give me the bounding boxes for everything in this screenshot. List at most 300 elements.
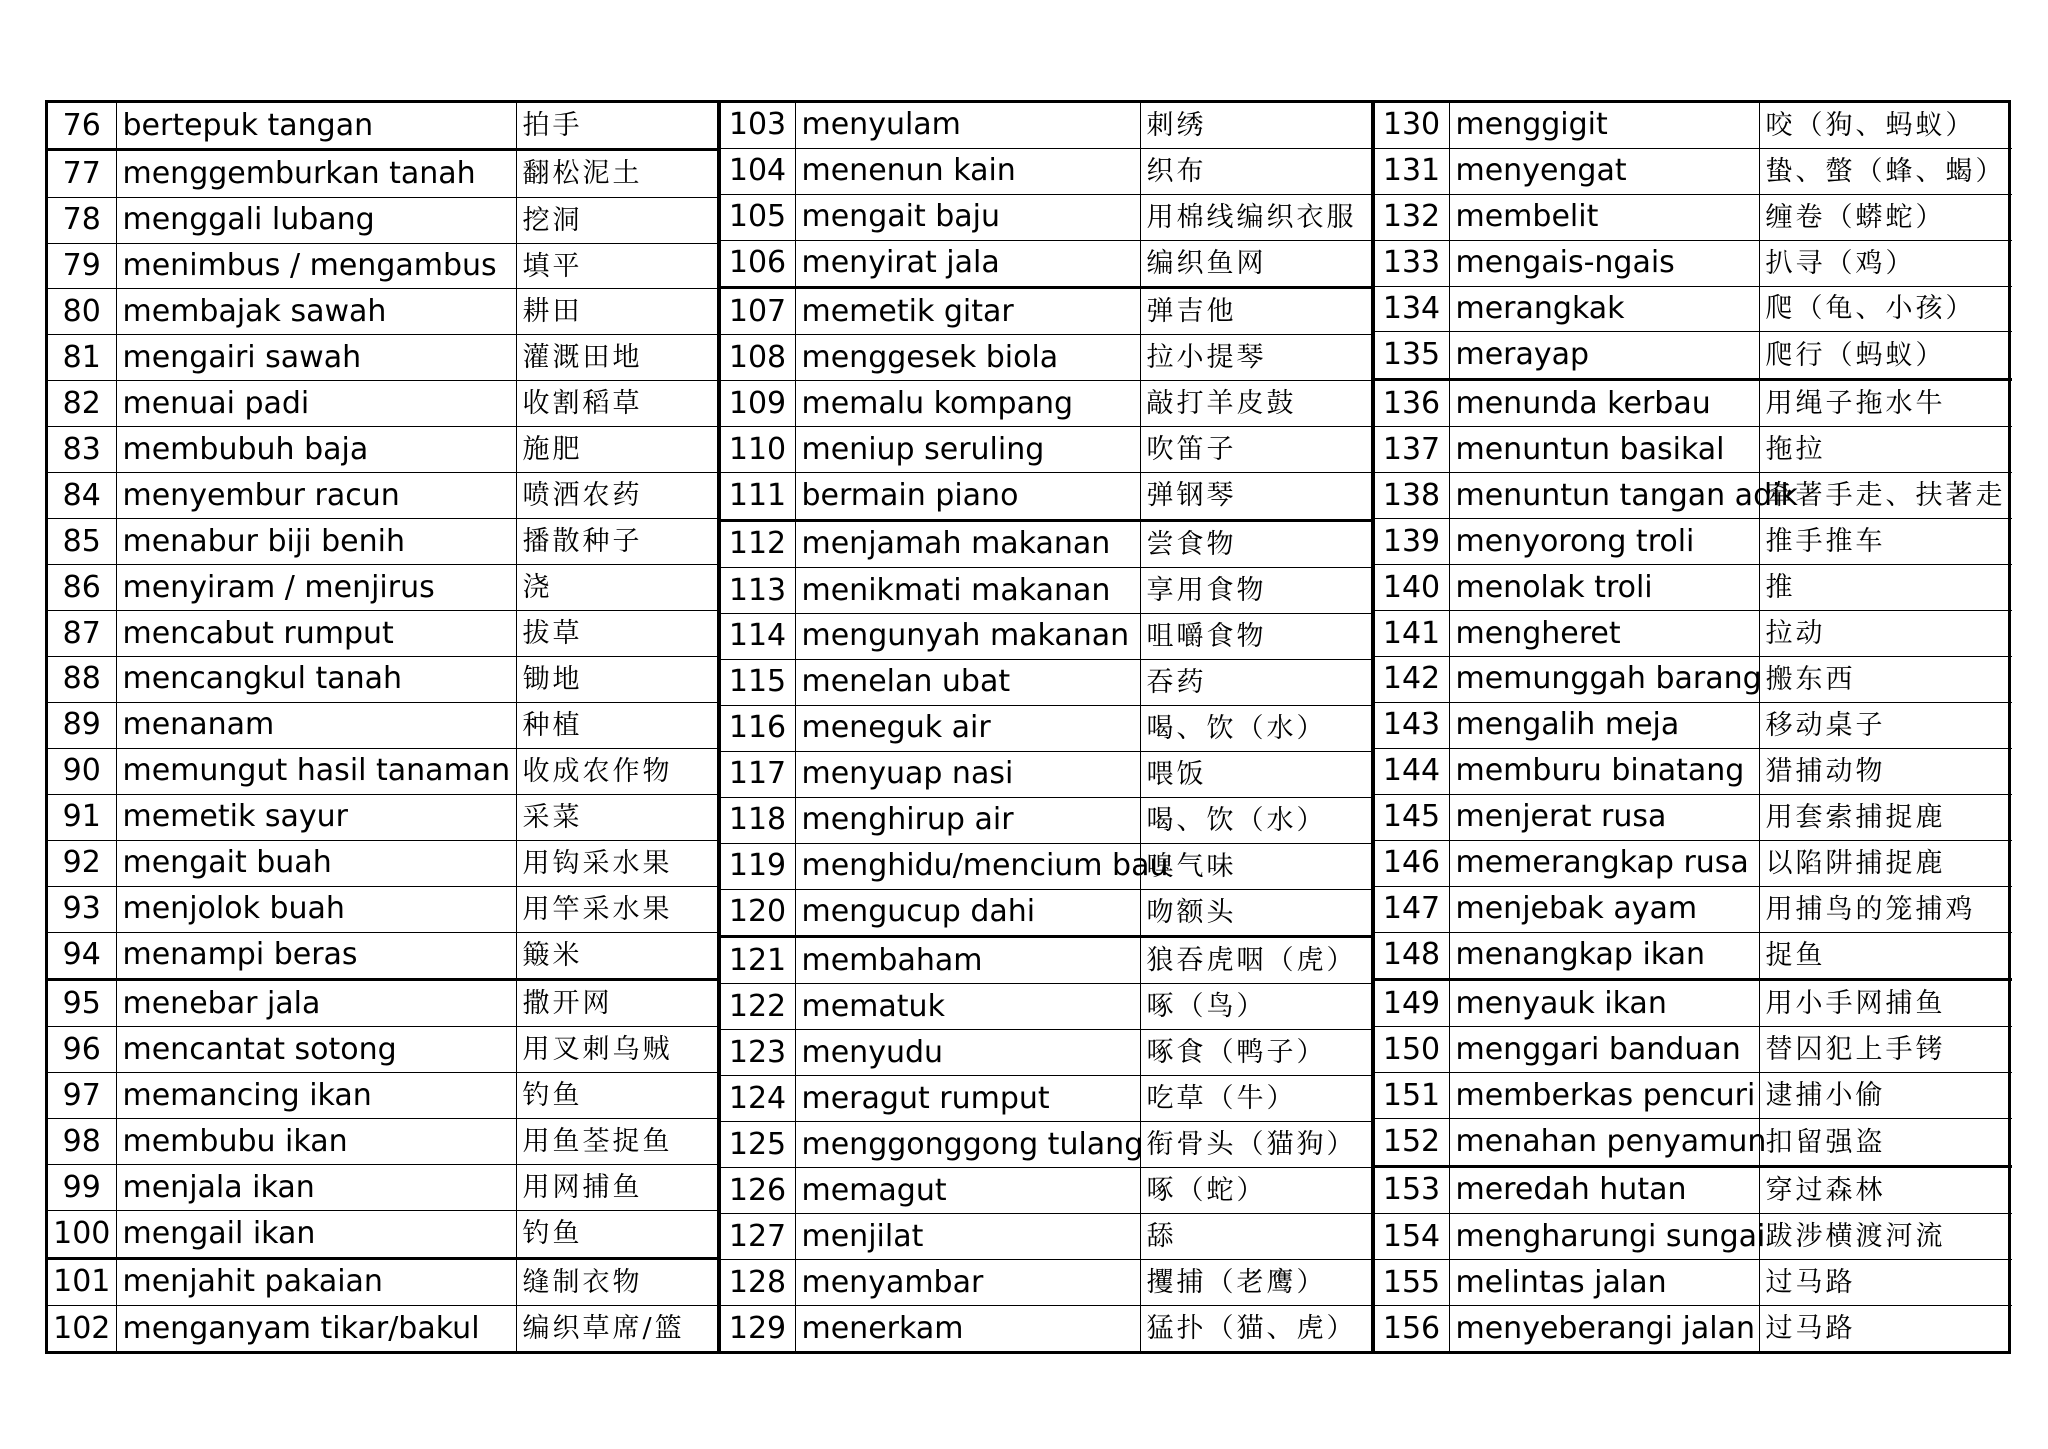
vocab-row: [48, 1258, 718, 1305]
chinese-translation: 推手推车: [1759, 519, 2012, 565]
malay-term: mengharungi sungai: [1449, 1214, 1759, 1260]
vocab-row: [720, 473, 1372, 520]
entry-number: 77: [48, 150, 116, 197]
chinese-translation: 尝食物: [1140, 520, 1372, 567]
malay-term: menuntun basikal: [1449, 427, 1759, 473]
vocab-row: [720, 427, 1372, 473]
malay-term: menyiram / menjirus: [116, 565, 516, 611]
chinese-translation: 拉动: [1759, 611, 2012, 657]
chinese-translation: 啄食（鸭子）: [1140, 1030, 1372, 1076]
malay-term: membubu ikan: [116, 1119, 516, 1165]
malay-term: menimbus / mengambus: [116, 243, 516, 289]
malay-term: menggari banduan: [1449, 1027, 1759, 1073]
entry-number: 148: [1374, 932, 1449, 979]
vocab-row: [720, 148, 1372, 194]
vocab-row: [720, 568, 1372, 614]
entry-number: 153: [1374, 1166, 1449, 1213]
malay-term: menganyam tikar/bakul: [116, 1306, 516, 1351]
vocab-row: [1374, 427, 2012, 473]
entry-number: 133: [1374, 240, 1449, 286]
malay-term: menjilat: [795, 1214, 1140, 1260]
vocab-row: [1374, 1119, 2012, 1166]
vocab-row: [48, 150, 718, 197]
entry-number: 85: [48, 519, 116, 565]
chinese-translation: 以陷阱捕捉鹿: [1759, 840, 2012, 886]
vocab-row: [1374, 886, 2012, 932]
entry-number: 135: [1374, 332, 1449, 379]
vocab-row: [48, 1027, 718, 1073]
malay-term: menabur biji benih: [116, 519, 516, 565]
entry-number: 111: [720, 473, 795, 520]
vocab-row: [720, 1122, 1372, 1168]
entry-number: 126: [720, 1168, 795, 1214]
chinese-translation: 种植: [516, 702, 718, 748]
entry-number: 103: [720, 103, 795, 148]
entry-number: 97: [48, 1073, 116, 1119]
vocab-column-3: [1374, 103, 2013, 1351]
chinese-translation: 享用食物: [1140, 568, 1372, 614]
entry-number: 78: [48, 197, 116, 243]
malay-term: menghidu/mencium bau: [795, 843, 1140, 889]
chinese-translation: 喝、饮（水）: [1140, 705, 1372, 751]
malay-term: merayap: [1449, 332, 1759, 379]
entry-number: 90: [48, 748, 116, 794]
entry-number: 130: [1374, 103, 1449, 148]
vocab-row: [1374, 702, 2012, 748]
entry-number: 113: [720, 568, 795, 614]
chinese-translation: 扣留强盗: [1759, 1119, 2012, 1166]
malay-term: merangkak: [1449, 286, 1759, 332]
vocab-row: [1374, 794, 2012, 840]
chinese-translation: 用绳子拖水牛: [1759, 379, 2012, 426]
vocab-row: [1374, 980, 2012, 1027]
entry-number: 140: [1374, 565, 1449, 611]
malay-term: menggonggong tulang: [795, 1122, 1140, 1168]
malay-term: membaham: [795, 937, 1140, 984]
chinese-translation: 用棉线编织衣服: [1140, 194, 1372, 240]
entry-number: 141: [1374, 611, 1449, 657]
chinese-translation: 用小手网捕鱼: [1759, 980, 2012, 1027]
entry-number: 114: [720, 614, 795, 660]
chinese-translation: 逮捕小偷: [1759, 1073, 2012, 1119]
vocab-row: [720, 659, 1372, 705]
malay-term: mengais-ngais: [1449, 240, 1759, 286]
malay-term: meragut rumput: [795, 1076, 1140, 1122]
malay-term: mengunyah makanan: [795, 614, 1140, 660]
malay-term: melintas jalan: [1449, 1260, 1759, 1306]
vocab-row: [720, 520, 1372, 567]
chinese-translation: 拖拉: [1759, 427, 2012, 473]
entry-number: 109: [720, 381, 795, 427]
entry-number: 81: [48, 335, 116, 381]
malay-term: mengait buah: [116, 840, 516, 886]
entry-number: 116: [720, 705, 795, 751]
chinese-translation: 衔骨头（猫狗）: [1140, 1122, 1372, 1168]
entry-number: 108: [720, 335, 795, 381]
vocab-row: [1374, 611, 2012, 657]
malay-term: mengheret: [1449, 611, 1759, 657]
vocab-row: [1374, 656, 2012, 702]
vocab-row: [720, 1076, 1372, 1122]
entry-number: 82: [48, 381, 116, 427]
entry-number: 105: [720, 194, 795, 240]
malay-term: bermain piano: [795, 473, 1140, 520]
malay-term: mengail ikan: [116, 1211, 516, 1258]
entry-number: 139: [1374, 519, 1449, 565]
vocab-row: [720, 797, 1372, 843]
malay-term: mencabut rumput: [116, 611, 516, 657]
vocab-row: [720, 240, 1372, 287]
malay-term: menyuap nasi: [795, 751, 1140, 797]
vocab-row: [48, 473, 718, 519]
malay-term: menikmati makanan: [795, 568, 1140, 614]
chinese-translation: 嗅气味: [1140, 843, 1372, 889]
entry-number: 98: [48, 1119, 116, 1165]
malay-term: membelit: [1449, 194, 1759, 240]
vocab-row: [1374, 1073, 2012, 1119]
chinese-translation: 攫捕（老鹰）: [1140, 1260, 1372, 1306]
entry-number: 142: [1374, 656, 1449, 702]
chinese-translation: 用钩采水果: [516, 840, 718, 886]
chinese-translation: 替囚犯上手铐: [1759, 1027, 2012, 1073]
malay-term: menampi beras: [116, 932, 516, 979]
vocab-row: [1374, 565, 2012, 611]
vocab-row: [48, 1306, 718, 1351]
vocab-row: [1374, 840, 2012, 886]
malay-term: menjebak ayam: [1449, 886, 1759, 932]
vocab-column-1: [48, 103, 720, 1351]
malay-term: memerangkap rusa: [1449, 840, 1759, 886]
malay-term: menyirat jala: [795, 240, 1140, 287]
malay-term: menyauk ikan: [1449, 980, 1759, 1027]
entry-number: 125: [720, 1122, 795, 1168]
chinese-translation: 缠卷（蟒蛇）: [1759, 194, 2012, 240]
chinese-translation: 敲打羊皮鼓: [1140, 381, 1372, 427]
chinese-translation: 蛰、螫（蜂、蝎）: [1759, 148, 2012, 194]
vocabulary-table: [45, 100, 2011, 1354]
malay-term: menjolok buah: [116, 886, 516, 932]
vocab-row: [48, 335, 718, 381]
malay-term: menanam: [116, 702, 516, 748]
chinese-translation: 咬（狗、蚂蚁）: [1759, 103, 2012, 148]
vocab-row: [720, 984, 1372, 1030]
chinese-translation: 牵著手走、扶著走: [1759, 473, 2012, 519]
entry-number: 89: [48, 702, 116, 748]
chinese-translation: 弹钢琴: [1140, 473, 1372, 520]
malay-term: memalu kompang: [795, 381, 1140, 427]
vocab-row: [1374, 473, 2012, 519]
entry-number: 156: [1374, 1306, 1449, 1351]
entry-number: 107: [720, 288, 795, 335]
vocab-row: [1374, 240, 2012, 286]
entry-number: 86: [48, 565, 116, 611]
malay-term: menahan penyamun: [1449, 1119, 1759, 1166]
malay-term: menggesek biola: [795, 335, 1140, 381]
chinese-translation: 扒寻（鸡）: [1759, 240, 2012, 286]
malay-term: menjerat rusa: [1449, 794, 1759, 840]
vocab-row: [1374, 286, 2012, 332]
entry-number: 122: [720, 984, 795, 1030]
vocab-row: [720, 194, 1372, 240]
chinese-translation: 刺绣: [1140, 103, 1372, 148]
malay-term: menjahit pakaian: [116, 1258, 516, 1305]
vocab-row: [720, 705, 1372, 751]
entry-number: 110: [720, 427, 795, 473]
entry-number: 154: [1374, 1214, 1449, 1260]
chinese-translation: 狼吞虎咽（虎）: [1140, 937, 1372, 984]
chinese-translation: 缝制衣物: [516, 1258, 718, 1305]
chinese-translation: 猛扑（猫、虎）: [1140, 1306, 1372, 1351]
chinese-translation: 啄（鸟）: [1140, 984, 1372, 1030]
entry-number: 120: [720, 889, 795, 936]
malay-term: menebar jala: [116, 980, 516, 1027]
entry-number: 84: [48, 473, 116, 519]
chinese-translation: 舔: [1140, 1214, 1372, 1260]
vocab-row: [48, 427, 718, 473]
vocab-row: [48, 794, 718, 840]
entry-number: 99: [48, 1165, 116, 1211]
entry-number: 93: [48, 886, 116, 932]
chinese-translation: 猎捕动物: [1759, 748, 2012, 794]
chinese-translation: 啄（蛇）: [1140, 1168, 1372, 1214]
malay-term: menjamah makanan: [795, 520, 1140, 567]
entry-number: 138: [1374, 473, 1449, 519]
vocab-row: [1374, 103, 2012, 148]
vocab-row: [1374, 1166, 2012, 1213]
malay-term: menelan ubat: [795, 659, 1140, 705]
entry-number: 152: [1374, 1119, 1449, 1166]
entry-number: 123: [720, 1030, 795, 1076]
entry-number: 124: [720, 1076, 795, 1122]
chinese-translation: 弹吉他: [1140, 288, 1372, 335]
malay-term: mematuk: [795, 984, 1140, 1030]
chinese-translation: 喝、饮（水）: [1140, 797, 1372, 843]
entry-number: 128: [720, 1260, 795, 1306]
chinese-translation: 挖洞: [516, 197, 718, 243]
chinese-translation: 用套索捕捉鹿: [1759, 794, 2012, 840]
vocab-row: [48, 611, 718, 657]
malay-term: membajak sawah: [116, 289, 516, 335]
entry-number: 127: [720, 1214, 795, 1260]
malay-term: menolak troli: [1449, 565, 1759, 611]
malay-term: menjala ikan: [116, 1165, 516, 1211]
entry-number: 87: [48, 611, 116, 657]
entry-number: 146: [1374, 840, 1449, 886]
malay-term: memancing ikan: [116, 1073, 516, 1119]
vocab-row: [720, 288, 1372, 335]
vocab-row: [720, 1030, 1372, 1076]
chinese-translation: 咀嚼食物: [1140, 614, 1372, 660]
chinese-translation: 拔草: [516, 611, 718, 657]
chinese-translation: 喂饭: [1140, 751, 1372, 797]
entry-number: 119: [720, 843, 795, 889]
vocab-row: [48, 932, 718, 979]
chinese-translation: 浇: [516, 565, 718, 611]
entry-number: 76: [48, 103, 116, 150]
vocab-row: [720, 843, 1372, 889]
entry-number: 147: [1374, 886, 1449, 932]
entry-number: 118: [720, 797, 795, 843]
chinese-translation: 喷洒农药: [516, 473, 718, 519]
vocab-row: [1374, 194, 2012, 240]
entry-number: 100: [48, 1211, 116, 1258]
malay-term: menyorong troli: [1449, 519, 1759, 565]
chinese-translation: 吻额头: [1140, 889, 1372, 936]
malay-term: menggemburkan tanah: [116, 150, 516, 197]
vocab-row: [48, 565, 718, 611]
chinese-translation: 收割稻草: [516, 381, 718, 427]
malay-term: memetik sayur: [116, 794, 516, 840]
chinese-translation: 过马路: [1759, 1260, 2012, 1306]
chinese-translation: 用叉刺乌贼: [516, 1027, 718, 1073]
entry-number: 150: [1374, 1027, 1449, 1073]
vocab-row: [48, 519, 718, 565]
chinese-translation: 采菜: [516, 794, 718, 840]
malay-term: menyulam: [795, 103, 1140, 148]
entry-number: 121: [720, 937, 795, 984]
chinese-translation: 编织鱼网: [1140, 240, 1372, 287]
malay-term: memunggah barang: [1449, 656, 1759, 702]
malay-term: mencangkul tanah: [116, 656, 516, 702]
vocab-row: [48, 748, 718, 794]
chinese-translation: 拉小提琴: [1140, 335, 1372, 381]
chinese-translation: 耕田: [516, 289, 718, 335]
entry-number: 151: [1374, 1073, 1449, 1119]
chinese-translation: 推: [1759, 565, 2012, 611]
chinese-translation: 过马路: [1759, 1306, 2012, 1351]
chinese-translation: 织布: [1140, 148, 1372, 194]
chinese-translation: 爬（龟、小孩）: [1759, 286, 2012, 332]
vocab-row: [48, 381, 718, 427]
malay-term: bertepuk tangan: [116, 103, 516, 150]
chinese-translation: 收成农作物: [516, 748, 718, 794]
entry-number: 115: [720, 659, 795, 705]
entry-number: 112: [720, 520, 795, 567]
malay-term: menggigit: [1449, 103, 1759, 148]
entry-number: 101: [48, 1258, 116, 1305]
entry-number: 96: [48, 1027, 116, 1073]
entry-number: 149: [1374, 980, 1449, 1027]
malay-term: meniup seruling: [795, 427, 1140, 473]
chinese-translation: 施肥: [516, 427, 718, 473]
entry-number: 91: [48, 794, 116, 840]
malay-term: mengucup dahi: [795, 889, 1140, 936]
malay-term: mencantat sotong: [116, 1027, 516, 1073]
malay-term: menerkam: [795, 1306, 1140, 1351]
vocab-row: [48, 1073, 718, 1119]
malay-term: memetik gitar: [795, 288, 1140, 335]
vocab-row: [1374, 1027, 2012, 1073]
entry-number: 131: [1374, 148, 1449, 194]
vocab-row: [1374, 932, 2012, 979]
entry-number: 88: [48, 656, 116, 702]
vocab-row: [720, 1306, 1372, 1351]
chinese-translation: 搬东西: [1759, 656, 2012, 702]
entry-number: 80: [48, 289, 116, 335]
entry-number: 143: [1374, 702, 1449, 748]
chinese-translation: 用竿采水果: [516, 886, 718, 932]
entry-number: 94: [48, 932, 116, 979]
vocab-row: [1374, 332, 2012, 379]
vocab-row: [1374, 1214, 2012, 1260]
chinese-translation: 填平: [516, 243, 718, 289]
vocab-row: [1374, 1306, 2012, 1351]
entry-number: 155: [1374, 1260, 1449, 1306]
malay-term: menuai padi: [116, 381, 516, 427]
malay-term: menunda kerbau: [1449, 379, 1759, 426]
chinese-translation: 用鱼荃捉鱼: [516, 1119, 718, 1165]
chinese-translation: 用捕鸟的笼捕鸡: [1759, 886, 2012, 932]
malay-term: menangkap ikan: [1449, 932, 1759, 979]
entry-number: 117: [720, 751, 795, 797]
vocab-row: [720, 1168, 1372, 1214]
vocab-row: [1374, 379, 2012, 426]
chinese-translation: 锄地: [516, 656, 718, 702]
malay-term: menyembur racun: [116, 473, 516, 519]
chinese-translation: 拍手: [516, 103, 718, 150]
vocab-row: [48, 886, 718, 932]
vocab-column-2: [720, 103, 1374, 1351]
vocab-row: [720, 1214, 1372, 1260]
vocab-row: [48, 103, 718, 150]
entry-number: 83: [48, 427, 116, 473]
entry-number: 136: [1374, 379, 1449, 426]
vocab-row: [720, 103, 1372, 148]
vocab-row: [720, 381, 1372, 427]
malay-term: menyeberangi jalan: [1449, 1306, 1759, 1351]
malay-term: memungut hasil tanaman: [116, 748, 516, 794]
chinese-translation: 捉鱼: [1759, 932, 2012, 979]
chinese-translation: 翻松泥土: [516, 150, 718, 197]
vocab-row: [720, 889, 1372, 936]
vocab-row: [720, 614, 1372, 660]
malay-term: membubuh baja: [116, 427, 516, 473]
entry-number: 95: [48, 980, 116, 1027]
entry-number: 79: [48, 243, 116, 289]
malay-term: menyudu: [795, 1030, 1140, 1076]
vocab-row: [1374, 148, 2012, 194]
vocab-row: [48, 197, 718, 243]
vocab-row: [720, 751, 1372, 797]
entry-number: 132: [1374, 194, 1449, 240]
chinese-translation: 吃草（牛）: [1140, 1076, 1372, 1122]
chinese-translation: 钓鱼: [516, 1073, 718, 1119]
malay-term: memburu binatang: [1449, 748, 1759, 794]
malay-term: menyambar: [795, 1260, 1140, 1306]
vocab-row: [48, 289, 718, 335]
entry-number: 144: [1374, 748, 1449, 794]
vocab-row: [48, 840, 718, 886]
chinese-translation: 穿过森林: [1759, 1166, 2012, 1213]
vocab-row: [1374, 748, 2012, 794]
chinese-translation: 灌溉田地: [516, 335, 718, 381]
chinese-translation: 跋涉横渡河流: [1759, 1214, 2012, 1260]
chinese-translation: 撒开网: [516, 980, 718, 1027]
vocab-row: [720, 335, 1372, 381]
vocab-row: [48, 1165, 718, 1211]
entry-number: 134: [1374, 286, 1449, 332]
malay-term: memagut: [795, 1168, 1140, 1214]
vocab-row: [720, 937, 1372, 984]
vocab-row: [48, 243, 718, 289]
chinese-translation: 移动桌子: [1759, 702, 2012, 748]
chinese-translation: 簸米: [516, 932, 718, 979]
malay-term: menenun kain: [795, 148, 1140, 194]
vocab-row: [48, 1211, 718, 1258]
malay-term: menuntun tangan adik: [1449, 473, 1759, 519]
vocab-row: [48, 1119, 718, 1165]
malay-term: mengairi sawah: [116, 335, 516, 381]
